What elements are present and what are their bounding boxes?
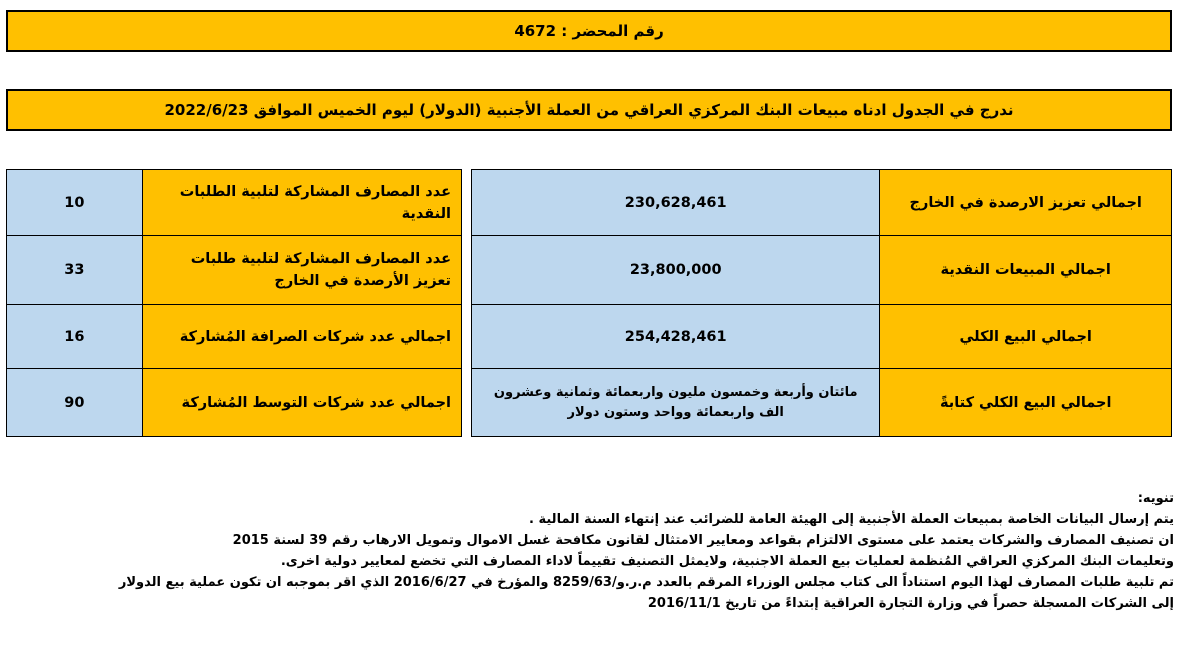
sales-totals-table [471, 169, 1172, 437]
total-sales-written-value: مائتان وأربعة وخمسون مليون واربعمائة وثمانية وعشرون الف واربعمائة وواحد وستون دولار [472, 369, 880, 437]
sales-description-text: ندرج في الجدول ادناه مبيعات البنك المركزي العراقي من العملة الأجنبية (الدولار) ليوم الخميس الموافق 2022/6/23 [164, 101, 1014, 119]
overseas-transfers-label: اجمالي تعزيز الارصدة في الخارج [880, 170, 1172, 236]
exchange-companies-label: اجمالي عدد شركات الصرافة المُشاركة [142, 305, 461, 369]
table-row [472, 369, 1172, 437]
note-line: يتم إرسال البيانات الخاصة بمبيعات العملة الأجنبية إلى الهيئة العامة للضرائب عند إنتهاء السنة المالية . [529, 512, 1174, 527]
brokerage-companies-value: 90 [7, 369, 143, 437]
transfer-banks-label: عدد المصارف المشاركة لتلبية طلبات تعزيز الأرصدة في الخارج [142, 236, 461, 305]
notes-title: تنويه: [1137, 491, 1174, 506]
participants-table [6, 169, 462, 437]
table-row [7, 236, 462, 305]
note-line: تم تلبية طلبات المصارف لهذا اليوم استناداً الى كتاب مجلس الوزراء المرقم بالعدد م.ر.و/8259/63 والمؤرخ في 2016/6/27 الذي اقر بموجبه ان تكون عملية بيع الدولار [118, 575, 1174, 590]
total-sales-value: 254,428,461 [472, 305, 880, 369]
table-row [472, 305, 1172, 369]
sales-description-bar [6, 89, 1172, 131]
cash-sales-value: 23,800,000 [472, 236, 880, 305]
notes-section [14, 488, 1174, 614]
note-line: وتعليمات البنك المركزي العراقي المُنظمة لعمليات بيع العملة الاجنبية، ولايمثل التصنيف تقييماً لاداء المصارف التي تخضع لمعايير دولية اخرى. [280, 554, 1174, 569]
table-row [7, 170, 462, 236]
brokerage-companies-label: اجمالي عدد شركات التوسط المُشاركة [142, 369, 461, 437]
cash-sales-label: اجمالي المبيعات النقدية [880, 236, 1172, 305]
table-row [472, 170, 1172, 236]
overseas-transfers-value: 230,628,461 [472, 170, 880, 236]
cash-banks-value: 10 [7, 170, 143, 236]
record-number-text: رقم المحضر : 4672 [514, 22, 664, 40]
note-line: ان تصنيف المصارف والشركات يعتمد على مستوى الالتزام بقواعد ومعايير الامتثال لقانون مكافحة غسل الاموال وتمويل الارهاب رقم 39 لسنة 2015 [232, 533, 1174, 548]
record-number-bar [6, 10, 1172, 52]
note-line: إلى الشركات المسجلة حصراً في وزارة التجارة العراقية إبتداءً من تاريخ 2016/11/1 [647, 596, 1174, 611]
exchange-companies-value: 16 [7, 305, 143, 369]
total-sales-label: اجمالي البيع الكلي [880, 305, 1172, 369]
cash-banks-label: عدد المصارف المشاركة لتلبية الطلبات النقدية [142, 170, 461, 236]
total-sales-written-label: اجمالي البيع الكلي كتابةً [880, 369, 1172, 437]
transfer-banks-value: 33 [7, 236, 143, 305]
table-row [472, 236, 1172, 305]
table-row [7, 369, 462, 437]
table-row [7, 305, 462, 369]
